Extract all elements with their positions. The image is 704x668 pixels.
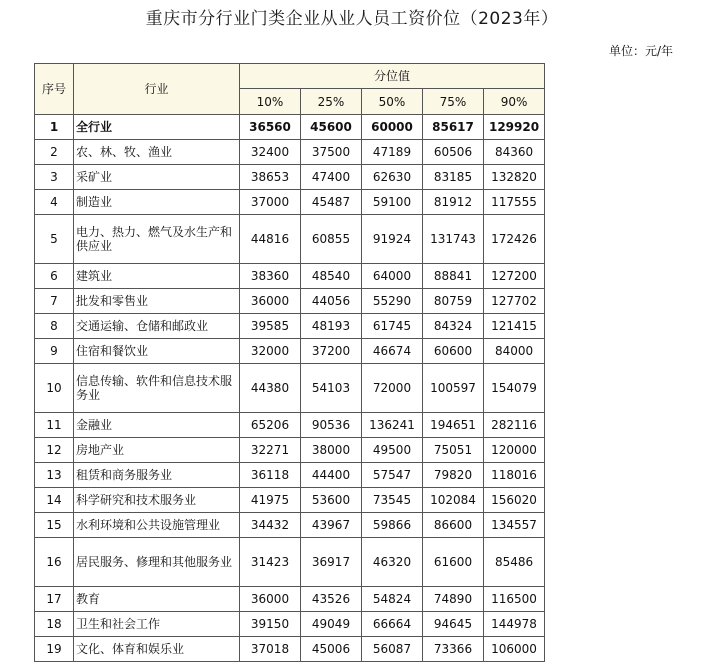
row-seq: 13 — [35, 463, 74, 488]
table-row — [35, 215, 545, 264]
wage-table — [34, 63, 545, 662]
header-seq: 序号 — [35, 64, 74, 115]
row-industry: 建筑业 — [74, 264, 240, 289]
row-seq: 12 — [35, 438, 74, 463]
table-row — [35, 339, 545, 364]
row-value: 85486 — [484, 538, 545, 587]
header-percentile-group: 分位值 — [240, 64, 545, 89]
row-value: 59100 — [362, 190, 423, 215]
row-value: 64000 — [362, 264, 423, 289]
row-industry: 信息传输、软件和信息技术服务业 — [74, 364, 240, 413]
header-p25: 25% — [301, 89, 362, 115]
row-seq: 5 — [35, 215, 74, 264]
row-value: 45487 — [301, 190, 362, 215]
row-industry: 科学研究和技术服务业 — [74, 488, 240, 513]
header-p75: 75% — [423, 89, 484, 115]
row-value: 54103 — [301, 364, 362, 413]
row-value: 46320 — [362, 538, 423, 587]
row-value: 154079 — [484, 364, 545, 413]
row-value: 49049 — [301, 612, 362, 637]
row-value: 132820 — [484, 165, 545, 190]
row-seq: 14 — [35, 488, 74, 513]
table-row — [35, 140, 545, 165]
row-industry: 金融业 — [74, 413, 240, 438]
row-value: 32400 — [240, 140, 301, 165]
row-industry: 租赁和商务服务业 — [74, 463, 240, 488]
row-value: 41975 — [240, 488, 301, 513]
row-value: 84360 — [484, 140, 545, 165]
row-industry: 农、林、牧、渔业 — [74, 140, 240, 165]
row-value: 49500 — [362, 438, 423, 463]
row-industry: 住宿和餐饮业 — [74, 339, 240, 364]
row-value: 62630 — [362, 165, 423, 190]
row-value: 60855 — [301, 215, 362, 264]
row-value: 116500 — [484, 587, 545, 612]
row-value: 131743 — [423, 215, 484, 264]
row-value: 32271 — [240, 438, 301, 463]
row-industry: 房地产业 — [74, 438, 240, 463]
row-value: 102084 — [423, 488, 484, 513]
row-industry: 交通运输、仓储和邮政业 — [74, 314, 240, 339]
row-value: 47400 — [301, 165, 362, 190]
row-value: 37018 — [240, 637, 301, 662]
row-value: 65206 — [240, 413, 301, 438]
page-title: 重庆市分行业门类企业从业人员工资价位（2023年） — [145, 9, 559, 29]
row-value: 37000 — [240, 190, 301, 215]
table-header — [35, 64, 545, 115]
table-row — [35, 264, 545, 289]
row-value: 86600 — [423, 513, 484, 538]
table-row — [35, 637, 545, 662]
row-seq: 1 — [35, 115, 74, 140]
row-value: 39150 — [240, 612, 301, 637]
row-value: 56087 — [362, 637, 423, 662]
row-value: 37200 — [301, 339, 362, 364]
row-value: 36000 — [240, 289, 301, 314]
row-industry: 教育 — [74, 587, 240, 612]
table-row — [35, 488, 545, 513]
unit-label: 单位：元/年 — [608, 44, 673, 58]
row-value: 106000 — [484, 637, 545, 662]
table-row — [35, 413, 545, 438]
header-p10: 10% — [240, 89, 301, 115]
row-value: 59866 — [362, 513, 423, 538]
row-seq: 6 — [35, 264, 74, 289]
row-value: 36560 — [240, 115, 301, 140]
table-row — [35, 289, 545, 314]
row-seq: 7 — [35, 289, 74, 314]
row-value: 144978 — [484, 612, 545, 637]
row-value: 73545 — [362, 488, 423, 513]
row-industry: 居民服务、修理和其他服务业 — [74, 538, 240, 587]
row-industry: 电力、热力、燃气及水生产和供应业 — [74, 215, 240, 264]
row-value: 61600 — [423, 538, 484, 587]
row-value: 127200 — [484, 264, 545, 289]
row-value: 129920 — [484, 115, 545, 140]
row-value: 91924 — [362, 215, 423, 264]
row-industry: 采矿业 — [74, 165, 240, 190]
row-value: 53600 — [301, 488, 362, 513]
row-value: 43967 — [301, 513, 362, 538]
table-row — [35, 190, 545, 215]
row-value: 120000 — [484, 438, 545, 463]
row-value: 127702 — [484, 289, 545, 314]
row-value: 172426 — [484, 215, 545, 264]
row-value: 37500 — [301, 140, 362, 165]
row-seq: 3 — [35, 165, 74, 190]
row-value: 36118 — [240, 463, 301, 488]
row-industry: 水利环境和公共设施管理业 — [74, 513, 240, 538]
row-value: 60600 — [423, 339, 484, 364]
row-value: 38653 — [240, 165, 301, 190]
row-value: 84000 — [484, 339, 545, 364]
row-value: 79820 — [423, 463, 484, 488]
row-seq: 2 — [35, 140, 74, 165]
table-row — [35, 587, 545, 612]
row-value: 94645 — [423, 612, 484, 637]
row-value: 156020 — [484, 488, 545, 513]
row-seq: 16 — [35, 538, 74, 587]
row-value: 83185 — [423, 165, 484, 190]
row-value: 44056 — [301, 289, 362, 314]
row-value: 34432 — [240, 513, 301, 538]
table-row — [35, 314, 545, 339]
row-value: 90536 — [301, 413, 362, 438]
table-row — [35, 165, 545, 190]
row-value: 38000 — [301, 438, 362, 463]
row-value: 57547 — [362, 463, 423, 488]
row-seq: 9 — [35, 339, 74, 364]
row-value: 36917 — [301, 538, 362, 587]
row-value: 48193 — [301, 314, 362, 339]
table-row — [35, 438, 545, 463]
row-value: 282116 — [484, 413, 545, 438]
row-value: 39585 — [240, 314, 301, 339]
table-row — [35, 513, 545, 538]
row-value: 134557 — [484, 513, 545, 538]
row-value: 55290 — [362, 289, 423, 314]
row-industry: 制造业 — [74, 190, 240, 215]
row-value: 81912 — [423, 190, 484, 215]
row-value: 45600 — [301, 115, 362, 140]
row-seq: 10 — [35, 364, 74, 413]
table-row — [35, 538, 545, 587]
row-value: 43526 — [301, 587, 362, 612]
row-value: 72000 — [362, 364, 423, 413]
row-value: 48540 — [301, 264, 362, 289]
table-row — [35, 612, 545, 637]
row-seq: 11 — [35, 413, 74, 438]
row-value: 75051 — [423, 438, 484, 463]
row-seq: 4 — [35, 190, 74, 215]
row-value: 80759 — [423, 289, 484, 314]
row-seq: 15 — [35, 513, 74, 538]
row-value: 47189 — [362, 140, 423, 165]
row-value: 136241 — [362, 413, 423, 438]
row-seq: 19 — [35, 637, 74, 662]
row-value: 73366 — [423, 637, 484, 662]
header-p90: 90% — [484, 89, 545, 115]
row-value: 60000 — [362, 115, 423, 140]
row-value: 85617 — [423, 115, 484, 140]
row-value: 66664 — [362, 612, 423, 637]
row-seq: 18 — [35, 612, 74, 637]
row-value: 84324 — [423, 314, 484, 339]
row-industry: 卫生和社会工作 — [74, 612, 240, 637]
row-value: 100597 — [423, 364, 484, 413]
row-value: 118016 — [484, 463, 545, 488]
table-body — [35, 115, 545, 662]
row-seq: 8 — [35, 314, 74, 339]
row-value: 46674 — [362, 339, 423, 364]
row-value: 44816 — [240, 215, 301, 264]
row-industry: 全行业 — [74, 115, 240, 140]
table-row — [35, 463, 545, 488]
row-value: 121415 — [484, 314, 545, 339]
row-value: 61745 — [362, 314, 423, 339]
row-value: 38360 — [240, 264, 301, 289]
row-value: 194651 — [423, 413, 484, 438]
header-p50: 50% — [362, 89, 423, 115]
row-value: 117555 — [484, 190, 545, 215]
row-value: 54824 — [362, 587, 423, 612]
row-value: 44400 — [301, 463, 362, 488]
row-value: 45006 — [301, 637, 362, 662]
row-value: 32000 — [240, 339, 301, 364]
row-value: 60506 — [423, 140, 484, 165]
row-value: 31423 — [240, 538, 301, 587]
table-row — [35, 364, 545, 413]
row-industry: 文化、体育和娱乐业 — [74, 637, 240, 662]
table-row — [35, 115, 545, 140]
row-seq: 17 — [35, 587, 74, 612]
row-industry: 批发和零售业 — [74, 289, 240, 314]
row-value: 88841 — [423, 264, 484, 289]
row-value: 44380 — [240, 364, 301, 413]
row-value: 36000 — [240, 587, 301, 612]
row-value: 74890 — [423, 587, 484, 612]
header-industry: 行业 — [74, 64, 240, 115]
